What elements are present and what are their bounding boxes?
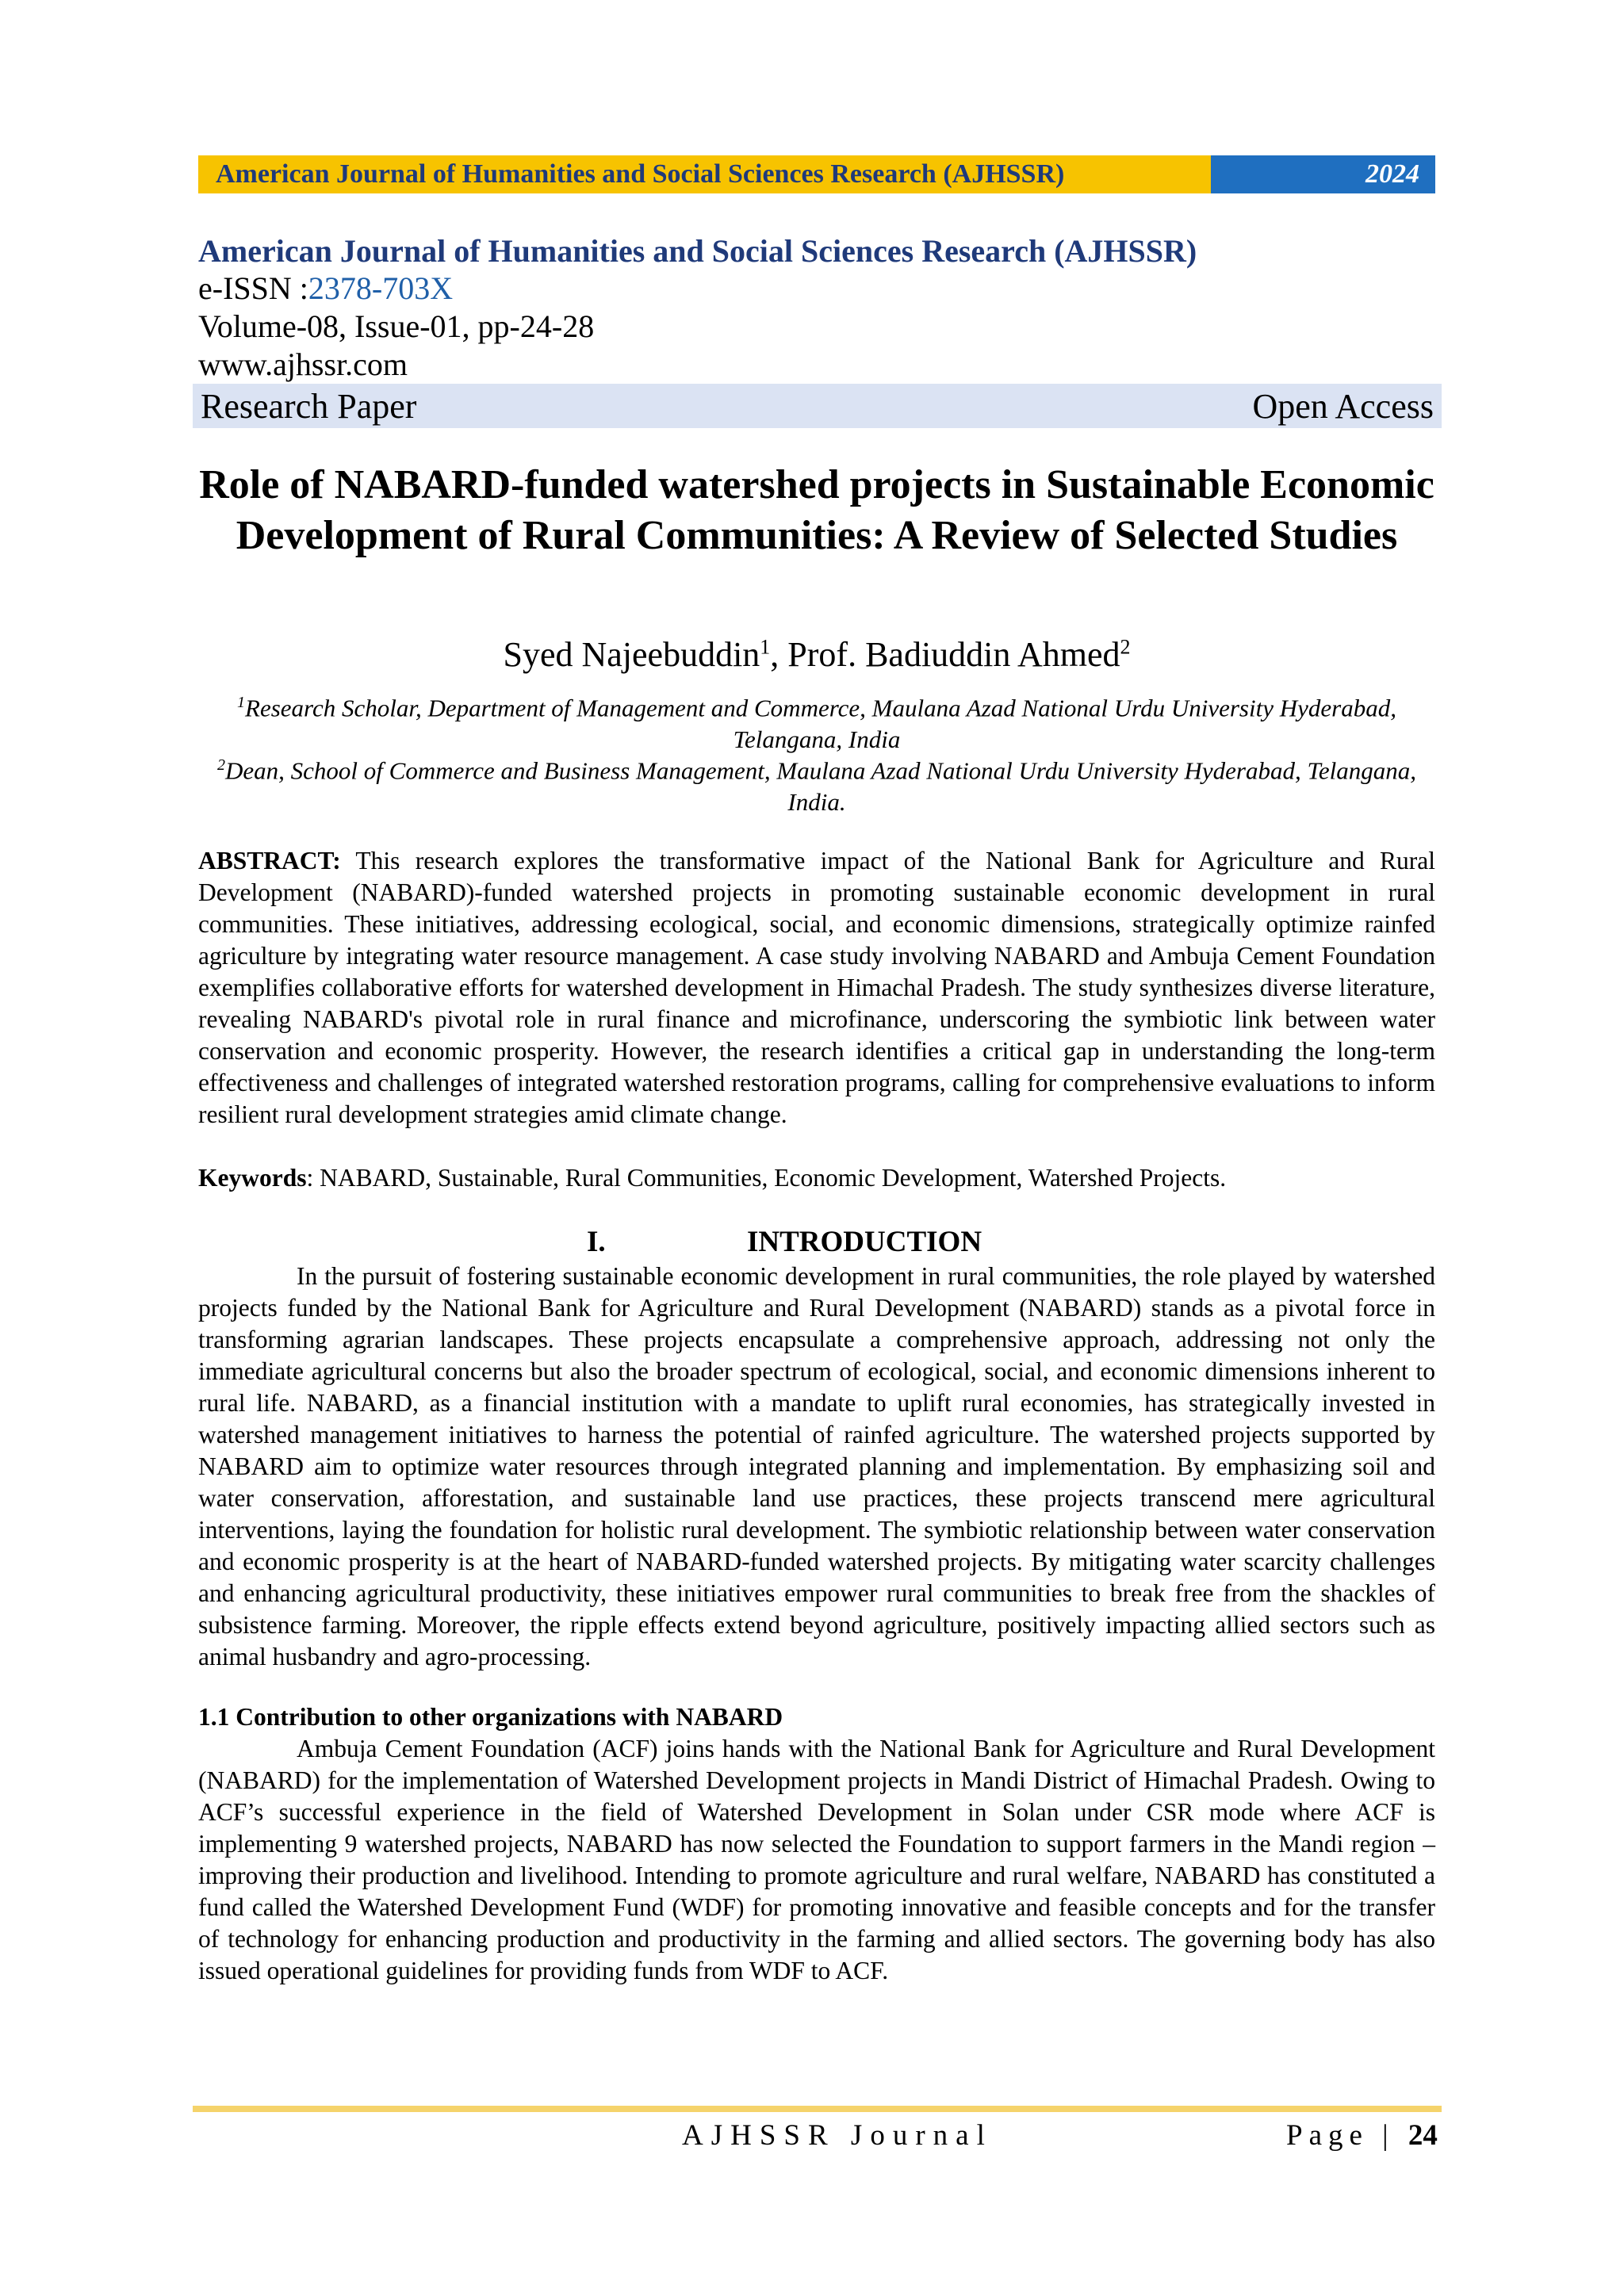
footer-page — [1286, 2118, 1438, 2152]
footer-rule — [193, 2106, 1442, 2112]
author-1-sup: 1 — [760, 635, 771, 659]
affiliation-2 — [198, 749, 1435, 818]
affiliation-2-sup: 2 — [217, 756, 226, 774]
header-journal-name: American Journal of Humanities and Social Sciences Research (AJHSSR) — [198, 155, 1211, 193]
keywords-label: Keywords — [198, 1164, 307, 1192]
footer-page-number: 24 — [1408, 2119, 1438, 2152]
keywords — [198, 1162, 1435, 1194]
author-2: Prof. Badiuddin Ahmed — [787, 635, 1120, 674]
paper-type-band — [193, 384, 1442, 428]
introduction-number: I. — [587, 1226, 606, 1258]
author-2-sup: 2 — [1120, 635, 1131, 659]
footer-journal: AJHSSR Journal — [682, 2119, 993, 2152]
author-1: Syed Najeebuddin — [503, 635, 760, 674]
journal-website: www.ajhssr.com — [198, 346, 408, 382]
abstract — [198, 845, 1435, 1131]
volume-issue: Volume-08, Issue-01, pp-24-28 — [198, 308, 595, 344]
affiliation-1 — [198, 687, 1435, 756]
affiliation-1-text: Research Scholar, Department of Management and Commerce, Maulana Azad National Urdu University Hyderabad, Telangana, India — [245, 694, 1396, 754]
access-type: Open Access — [1252, 386, 1434, 426]
abstract-text: This research explores the transformative impact of the National Bank for Agriculture and Rural Development (NABARD)-funded watershed projects in promoting sustainable economic development in rural communities. These initiatives, addressing ecological, social, and economic dimensions, strategically optimize rainfed agriculture by integrating water resource management. A case study involving NABARD and Ambuja Cement Foundation exemplifies collaborative efforts for watershed development in Himachal Pradesh. The study synthesizes diverse literature, revealing NABARD's pivotal role in rural finance and microfinance, underscoring the symbiotic link between water conservation and economic prosperity. However, the research identifies a critical gap in understanding the long-term effectiveness and challenges of integrated watershed restoration programs, calling for comprehensive evaluations to inform resilient rural development strategies amid climate change. — [198, 847, 1435, 1128]
section-1-1-heading: 1.1 Contribution to other organizations with NABARD — [198, 1703, 783, 1731]
issn-number: 2378-703X — [308, 270, 454, 306]
issn-label: e-ISSN : — [198, 270, 308, 306]
section-1-1-paragraph: Ambuja Cement Foundation (ACF) joins hands with the National Bank for Agriculture and Rural Development (NABARD) for the implementation of Watershed Development projects in Mandi District of Himachal Pradesh. Owing to ACF’s successful experience in the field of Watershed Development in Solan under CSR mode where ACF is implementing 9 watershed projects, NABARD has now selected the Foundation to support farmers in the Mandi region – improving their production and livelihood. Intending to promote agriculture and rural welfare, NABARD has constituted a fund called the Watershed Development Fund (WDF) for promoting innovative and feasible concepts and for the transfer of technology for enhancing production and productivity in the farming and allied sectors. The governing body has also issued operational guidelines for providing funds from WDF to ACF. — [198, 1735, 1435, 1984]
header-band — [198, 155, 1435, 193]
introduction-paragraph: In the pursuit of fostering sustainable economic development in rural communities, the role played by watershed projects funded by the National Bank for Agriculture and Rural Development (NABARD) stands as a pivotal force in transforming agrarian landscapes. These projects encapsulate a comprehensive approach, addressing not only the immediate agricultural concerns but also the broader spectrum of ecological, social, and economic dimensions inherent to rural life. NABARD, as a financial institution with a mandate to uplift rural economies, has strategically invested in watershed management initiatives to harness the potential of rainfed agriculture. The watershed projects supported by NABARD aim to optimize water resources through integrated planning and implementation. By emphasizing soil and water conservation, afforestation, and sustainable land use practices, these projects transcend mere agricultural interventions, laying the foundation for holistic rural development. The symbiotic relationship between water conservation and economic prosperity is at the heart of NABARD-funded watershed projects. By mitigating water scarcity challenges and enhancing agricultural productivity, these initiatives empower rural communities to break free from the shackles of subsistence farming. Moreover, the ripple effects extend beyond agriculture, positively impacting allied sectors such as animal husbandry and agro-processing. — [198, 1262, 1435, 1670]
keywords-text: : NABARD, Sustainable, Rural Communities, Economic Development, Watershed Projects. — [306, 1164, 1227, 1192]
authors — [198, 634, 1435, 675]
affiliation-1-sup: 1 — [237, 694, 246, 711]
header-year: 2024 — [1211, 155, 1435, 193]
paper-title: Role of NABARD-funded watershed projects in Sustainable Economic Development of Rural Communities: A Review of Selected Studies — [199, 462, 1434, 558]
author-separator: , — [770, 635, 788, 674]
abstract-label: ABSTRACT: — [198, 847, 341, 874]
introduction-title: INTRODUCTION — [747, 1226, 982, 1258]
footer-page-label: Page | — [1286, 2119, 1408, 2152]
paper-type: Research Paper — [201, 386, 417, 426]
journal-name: American Journal of Humanities and Social Sciences Research (AJHSSR) — [198, 233, 1197, 269]
issn — [198, 270, 453, 308]
affiliation-2-text: Dean, School of Commerce and Business Management, Maulana Azad National Urdu University Hyderabad, Telangana, India. — [225, 756, 1416, 817]
